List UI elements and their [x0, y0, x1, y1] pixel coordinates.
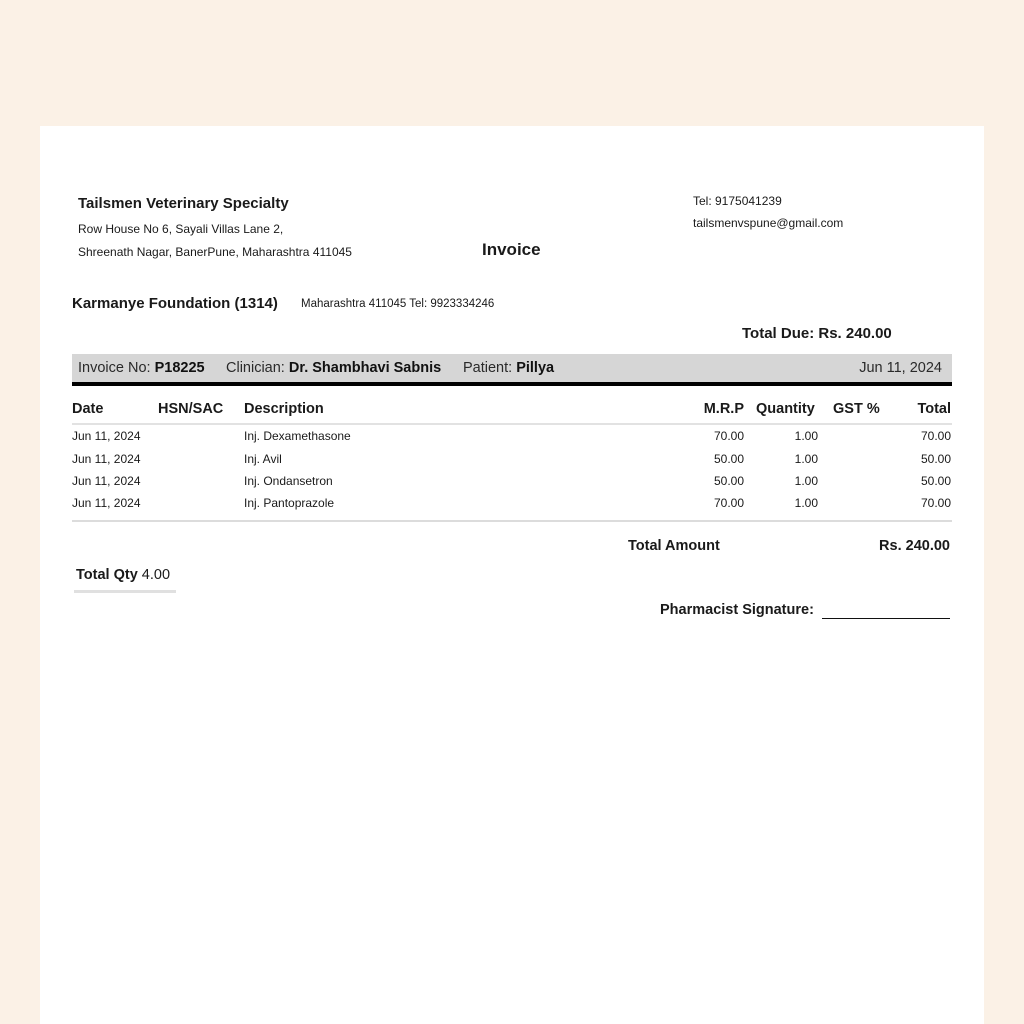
document-title: Invoice	[482, 240, 541, 259]
cell-quantity: 1.00	[794, 474, 818, 488]
invoice-no: P18225	[154, 360, 205, 376]
clinician-field	[226, 360, 441, 376]
invoice-date: Jun 11, 2024	[859, 360, 942, 376]
patient-name: Pillya	[516, 360, 555, 376]
total-qty-value: 4.00	[141, 567, 171, 583]
col-header-mrp: M.R.P	[703, 401, 744, 417]
clinic-address-line2: Shreenath Nagar, BanerPune, Maharashtra 411045	[78, 245, 352, 259]
table-row	[40, 429, 984, 451]
total-amount-label: Total Amount	[628, 538, 720, 554]
table-header-divider	[72, 423, 952, 425]
table-row	[40, 496, 984, 518]
cell-quantity: 1.00	[794, 429, 818, 443]
patient-field	[463, 360, 554, 376]
total-qty	[76, 567, 170, 583]
col-header-quantity: Quantity	[756, 401, 815, 417]
patient-label: Patient:	[463, 360, 513, 376]
total-qty-underline	[74, 590, 176, 593]
cell-description: Inj. Avil	[244, 452, 282, 466]
col-header-gst: GST %	[833, 401, 880, 417]
clinic-email: tailsmenvspune@gmail.com	[693, 216, 844, 230]
clinician-name: Dr. Shambhavi Sabnis	[288, 360, 442, 376]
table-row	[40, 474, 984, 496]
cell-description: Inj. Ondansetron	[244, 474, 333, 488]
pharmacist-signature-label: Pharmacist Signature:	[660, 602, 814, 618]
total-qty-label: Total Qty	[76, 567, 138, 583]
col-header-total: Total	[917, 401, 951, 417]
col-header-hsn: HSN/SAC	[158, 401, 224, 417]
clinician-label: Clinician:	[226, 360, 285, 376]
cell-date: Jun 11, 2024	[72, 429, 141, 443]
col-header-description: Description	[244, 401, 324, 417]
cell-mrp: 50.00	[713, 452, 744, 466]
cell-quantity: 1.00	[794, 496, 818, 510]
invoice-no-field	[78, 360, 205, 376]
clinic-address-line1: Row House No 6, Sayali Villas Lane 2,	[78, 222, 284, 236]
clinic-tel: Tel: 9175041239	[693, 194, 782, 208]
cell-total: 50.00	[920, 452, 951, 466]
table-row	[40, 452, 984, 474]
cell-date: Jun 11, 2024	[72, 452, 141, 466]
invoice-no-label: Invoice No:	[78, 360, 151, 376]
cell-total: 70.00	[920, 496, 951, 510]
cell-total: 70.00	[920, 429, 951, 443]
cell-mrp: 50.00	[713, 474, 744, 488]
cell-total: 50.00	[920, 474, 951, 488]
cell-description: Inj. Pantoprazole	[244, 496, 335, 510]
cell-date: Jun 11, 2024	[72, 474, 141, 488]
cell-mrp: 70.00	[713, 496, 744, 510]
cell-mrp: 70.00	[713, 429, 744, 443]
clinic-name: Tailsmen Veterinary Specialty	[78, 195, 289, 212]
cell-description: Inj. Dexamethasone	[244, 429, 351, 443]
total-amount-value: Rs. 240.00	[879, 538, 950, 554]
cell-date: Jun 11, 2024	[72, 496, 141, 510]
invoice-page	[40, 126, 984, 1024]
invoice-info-bar	[72, 354, 952, 386]
signature-line	[822, 618, 950, 619]
table-bottom-divider	[72, 520, 952, 522]
total-due: Total Due: Rs. 240.00	[742, 325, 892, 342]
customer-name: Karmanye Foundation (1314)	[72, 295, 278, 312]
customer-address: Maharashtra 411045 Tel: 9923334246	[301, 298, 495, 310]
col-header-date: Date	[72, 401, 104, 417]
cell-quantity: 1.00	[794, 452, 818, 466]
